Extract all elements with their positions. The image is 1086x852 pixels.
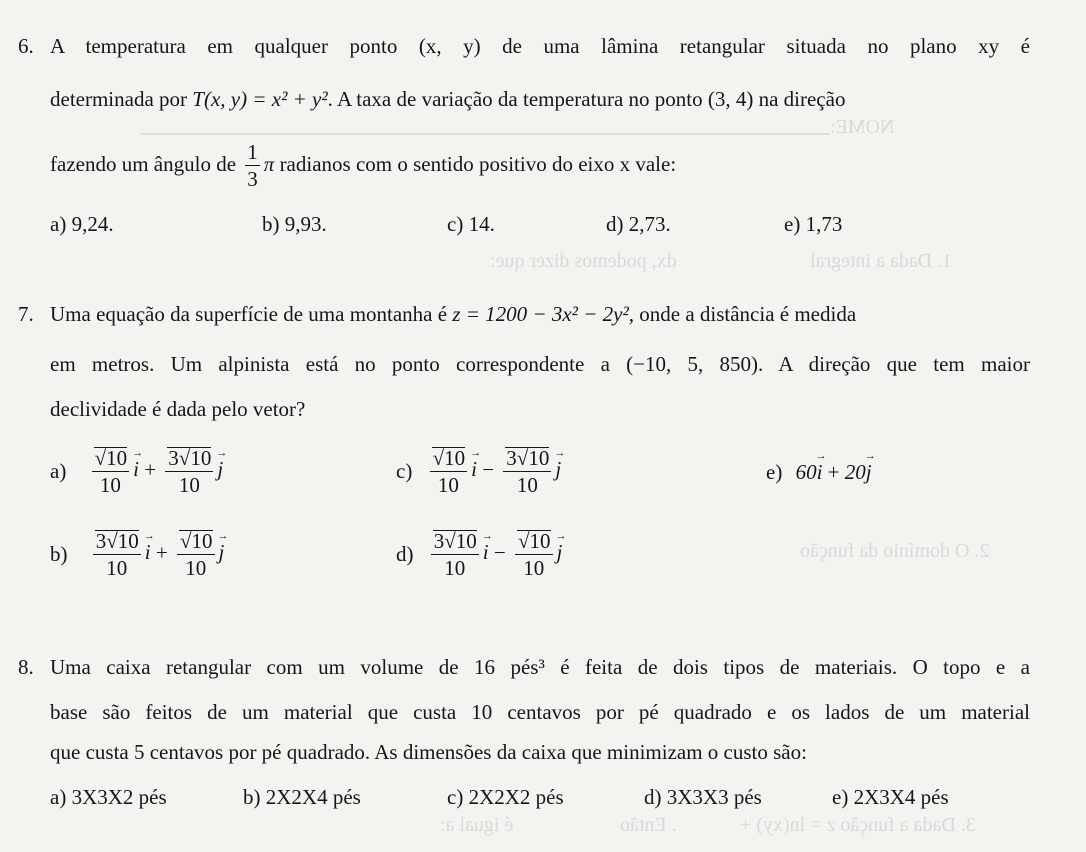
q6-line2 xyxy=(50,87,845,112)
q6-option-c: c) 14. xyxy=(447,212,495,236)
bleed-q3b: . Então xyxy=(620,814,677,836)
q6-fraction: $\frac{1}{3}$ xyxy=(247,140,258,191)
q8-number: 8. xyxy=(18,655,34,679)
q6-line3 xyxy=(50,142,676,190)
q6-option-d: d) 2,73. xyxy=(606,212,671,236)
q6-pi: π xyxy=(263,151,275,176)
q8-option-e: e) 2X3X4 pés xyxy=(832,785,949,809)
q7-line3: declividade é dada pelo vetor? xyxy=(50,397,306,421)
q6-line1: A temperatura em qualquer ponto (x, y) de uma lâmina retangular situada no plano xy é xyxy=(50,34,1030,58)
q8-option-b: b) 2X2X4 pés xyxy=(243,785,361,809)
q7-option-a: a) $\frac{√10}{10}$ → i + $\frac{3√10}{10}$ → j xyxy=(50,447,223,496)
q7-line1-suffix: , onde a distância é medida xyxy=(628,302,857,326)
q7-option-b: b) $\frac{3√10}{10}$ → i + $\frac{√10}{10}$ → j xyxy=(50,530,224,579)
q6-line3-prefix: fazendo um ângulo de xyxy=(50,151,237,176)
bleed-q3: 3. Dada a função z = ln(xy) + xyxy=(740,814,976,836)
q6-option-a: a) 9,24. xyxy=(50,212,114,236)
q7-line1-prefix: Uma equação da superfície de uma montanha é xyxy=(50,302,448,326)
q8-option-a: a) 3X3X2 pés xyxy=(50,785,167,809)
bleed-q1: 1. Dada a integral xyxy=(810,250,953,272)
q7-line2: em metros. Um alpinista está no ponto correspondente a (−10, 5, 850). A direção que tem maior xyxy=(50,352,1030,376)
q6-line3-suffix: radianos com o sentido positivo do eixo x vale: xyxy=(279,151,677,176)
q7-option-c: c) $\frac{√10}{10}$ → i − $\frac{3√10}{10}$ → j xyxy=(396,447,561,496)
q7-formula: z = 1200 − 3x² − 2y² xyxy=(452,302,629,326)
q8-line3: que custa 5 centavos por pé quadrado. As dimensões da caixa que minimizam o custo são: xyxy=(50,740,807,764)
q6-formula: T(x, y) = x² + y² xyxy=(192,87,328,111)
q6-option-e: e) 1,73 xyxy=(784,212,843,236)
q7-option-d: d) $\frac{3√10}{10}$ → i − $\frac{√10}{10}$ → j xyxy=(396,530,562,579)
q8-option-c: c) 2X2X2 pés xyxy=(447,785,564,809)
q8-line2: base são feitos de um material que custa 10 centavos por pé quadrado e os lados de um material xyxy=(50,700,1030,724)
q8-line1: Uma caixa retangular com um volume de 16 pés³ é feita de dois tipos de materiais. O topo e a xyxy=(50,655,1030,679)
bleed-rule xyxy=(140,133,830,135)
q6-option-b: b) 9,93. xyxy=(262,212,327,236)
q7-line1 xyxy=(50,302,856,327)
bleed-nome: NOME: xyxy=(830,116,895,138)
q7-option-e: e) 60→ i + 20→ j xyxy=(766,460,872,485)
bleed-q1b: dx, podemos dizer que: xyxy=(490,250,677,272)
q8-option-d: d) 3X3X3 pés xyxy=(644,785,762,809)
q6-number: 6. xyxy=(18,34,34,58)
q6-line2-suffix: . A taxa de variação da temperatura no ponto (3, 4) na direção xyxy=(327,87,846,111)
q6-line2-prefix: determinada por xyxy=(50,87,188,111)
q7-number: 7. xyxy=(18,302,34,326)
bleed-q2: 2. O domínio da função xyxy=(800,540,990,562)
bleed-q3c: é igual a: xyxy=(440,814,514,836)
